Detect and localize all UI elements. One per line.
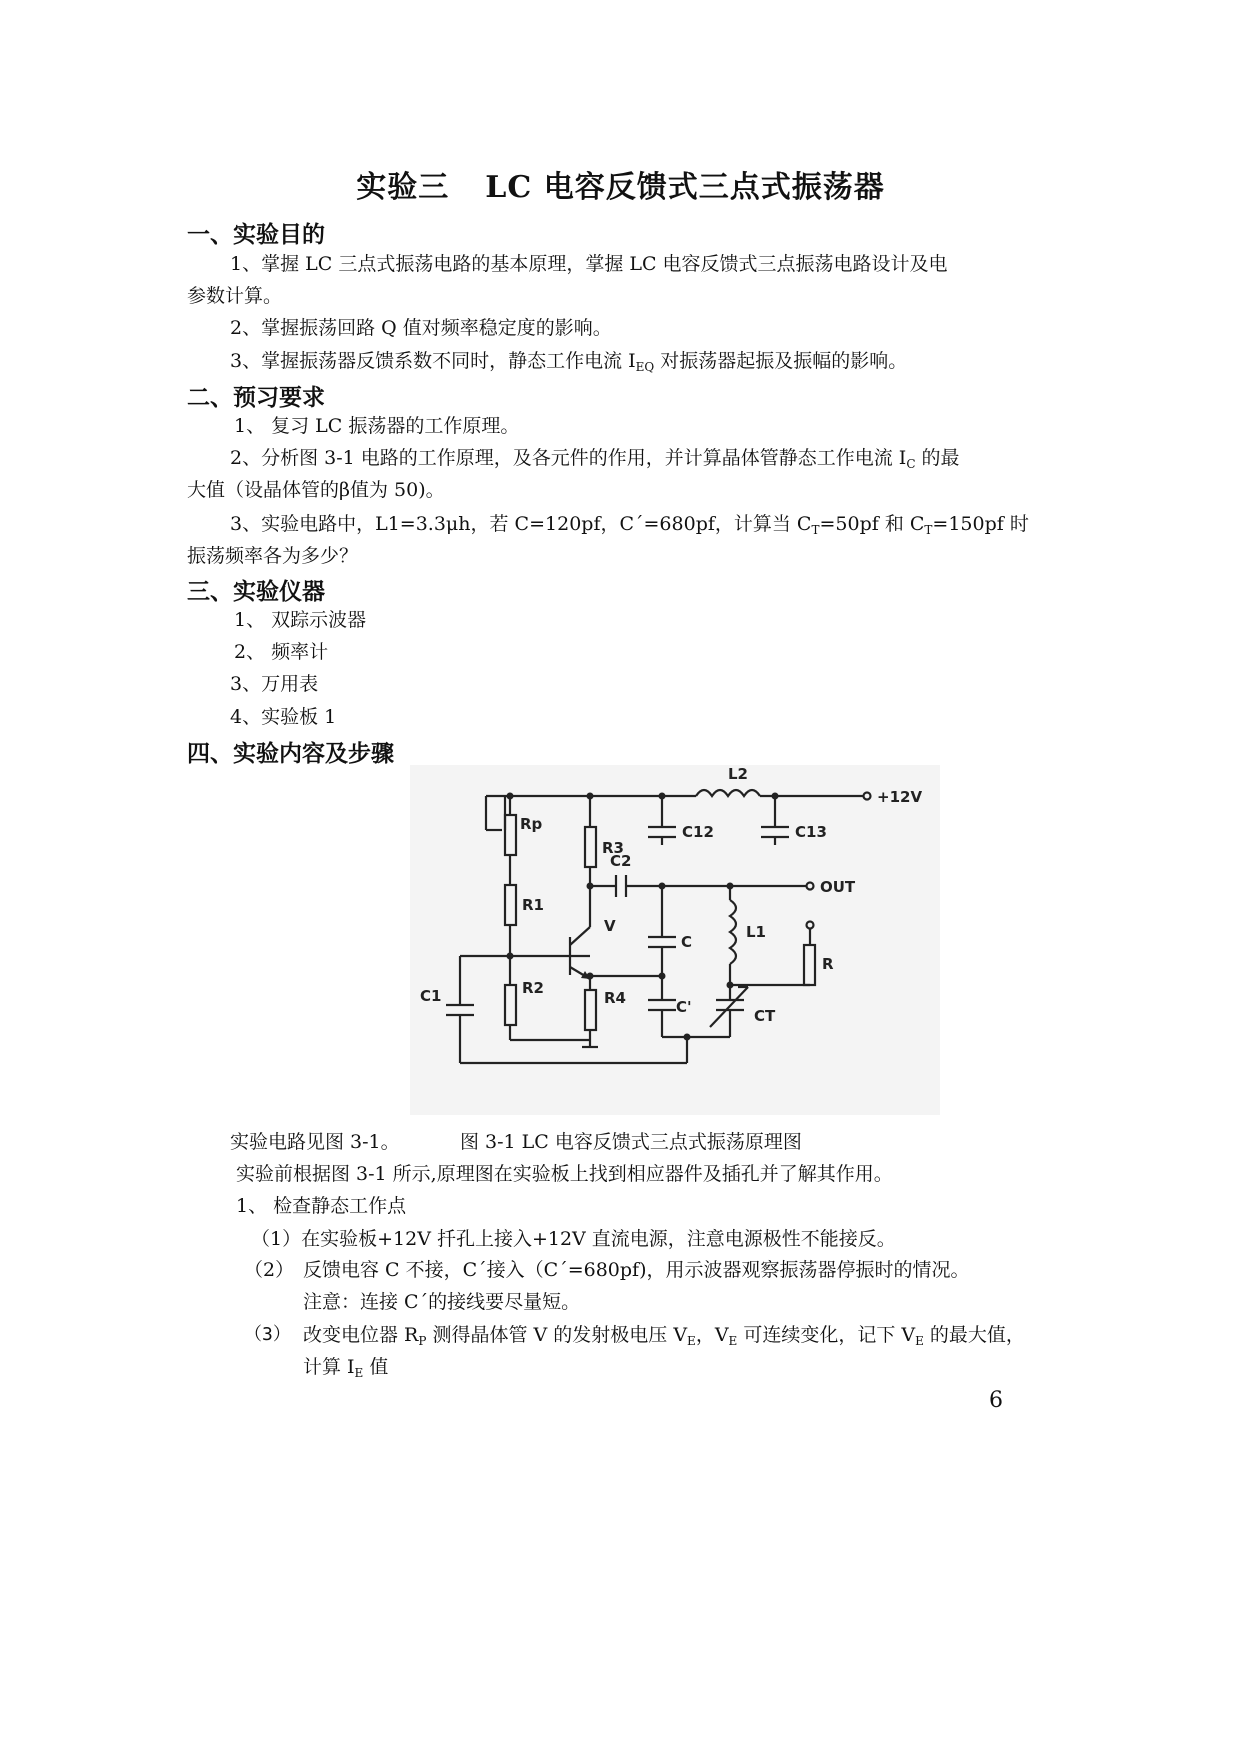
substep-1: （1）在实验板+12V 扦孔上接入+12V 直流电源，注意电源极性不能接反。 bbox=[251, 1228, 896, 1250]
label-C12: C12 bbox=[682, 823, 714, 841]
preview-item-2-line1: 2、分析图 3-1 电路的工作原理，及各元件的作用，并计算晶体管静态工作电流 $I_C$ 的最 bbox=[230, 447, 960, 471]
page-title bbox=[0, 162, 1241, 206]
label-12v: +12V bbox=[877, 788, 923, 806]
section-heading-instruments: 三、实验仪器 bbox=[187, 578, 325, 605]
substep-3-line2: 计算 $I_E$ 值 bbox=[303, 1356, 389, 1380]
instrument-item-1: 1、 双踪示波器 bbox=[234, 609, 367, 631]
label-R3: R3 bbox=[602, 839, 624, 857]
label-L1: L1 bbox=[746, 923, 766, 941]
section-heading-purpose: 一、实验目的 bbox=[187, 221, 325, 248]
label-R: R bbox=[822, 955, 834, 973]
label-R1: R1 bbox=[522, 896, 544, 914]
circuit-diagram bbox=[410, 765, 940, 1115]
procedure-step-1: 1、 检查静态工作点 bbox=[236, 1195, 407, 1217]
section-heading-preview: 二、预习要求 bbox=[187, 384, 325, 411]
purpose-item-2: 2、掌握振荡回路 Q 值对频率稳定度的影响。 bbox=[230, 317, 612, 339]
substep-3-num: （3） bbox=[244, 1324, 291, 1345]
substep-2-num: （2） bbox=[244, 1259, 295, 1281]
label-R4: R4 bbox=[604, 989, 626, 1007]
label-L2: L2 bbox=[728, 765, 748, 783]
label-OUT: OUT bbox=[820, 878, 856, 896]
instrument-item-3: 3、万用表 bbox=[230, 673, 319, 695]
label-C: C bbox=[681, 933, 693, 951]
title-text: LC 电容反馈式三点式振荡器 bbox=[485, 170, 885, 205]
label-C13: C13 bbox=[795, 823, 827, 841]
label-C2: C2 bbox=[610, 852, 632, 870]
title-experiment-number: 实验三 bbox=[356, 170, 450, 205]
label-Cprime: C' bbox=[676, 998, 692, 1016]
label-V: V bbox=[604, 917, 616, 935]
preview-item-3-line2: 振荡频率各为多少？ bbox=[187, 545, 359, 567]
preview-item-2-line2: 大值（设晶体管的β值为 50)。 bbox=[187, 479, 445, 501]
label-CT: CT bbox=[754, 1007, 776, 1025]
page-number: 6 bbox=[989, 1388, 1003, 1413]
preview-item-1: 1、 复习 LC 振荡器的工作原理。 bbox=[234, 415, 520, 437]
purpose-item-1-line2: 参数计算。 bbox=[187, 285, 283, 307]
purpose-item-1-line1: 1、掌握 LC 三点式振荡电路的基本原理，掌握 LC 电容反馈式三点振荡电路设计及电 bbox=[230, 253, 948, 275]
instrument-item-4: 4、实验板 1 bbox=[230, 706, 337, 728]
substep-3-line1: 改变电位器 $R_P$ 测得晶体管 V 的发射极电压 $V_E$，$V_E$ 可连续变化，记下 $V_E$ 的最大值， bbox=[303, 1324, 1025, 1348]
purpose-item-3: 3、掌握振荡器反馈系数不同时，静态工作电流 $I_{EQ}$ 对振荡器起振及振幅的影响。 bbox=[230, 350, 908, 374]
substep-2-line2: 注意：连接 C´的接线要尽量短。 bbox=[303, 1291, 581, 1313]
figure-caption-left: 实验电路见图 3-1。 bbox=[230, 1131, 400, 1153]
instrument-item-2: 2、 频率计 bbox=[234, 641, 329, 663]
section-heading-procedure: 四、实验内容及步骤 bbox=[187, 740, 394, 767]
preview-item-3-line1: 3、实验电路中，L1=3.3μh，若 C=120pf，C´=680pf，计算当 $C_T=50pf$ 和 $C_T=150pf$ 时 bbox=[230, 513, 1029, 537]
label-Rp: Rp bbox=[520, 815, 543, 833]
label-R2: R2 bbox=[522, 979, 544, 997]
label-C1: C1 bbox=[420, 987, 442, 1005]
figure-caption: 图 3-1 LC 电容反馈式三点式振荡原理图 bbox=[460, 1131, 802, 1153]
procedure-intro: 实验前根据图 3-1 所示,原理图在实验板上找到相应器件及插孔并了解其作用。 bbox=[236, 1163, 893, 1185]
substep-2-line1: 反馈电容 C 不接，C´接入（C´=680pf)，用示波器观察振荡器停振时的情况。 bbox=[303, 1259, 970, 1281]
